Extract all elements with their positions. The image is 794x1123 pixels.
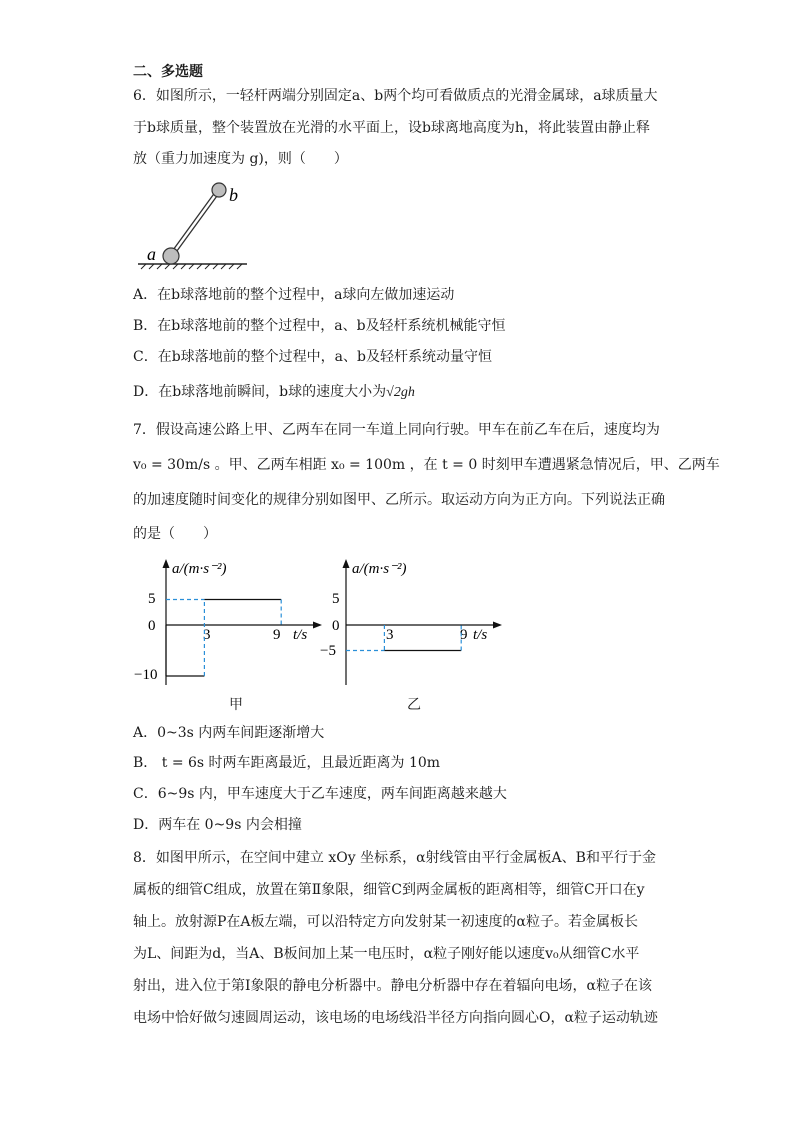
q7-line-1: 7．假设高速公路上甲、乙两车在同一车道上同向行驶。甲车在前乙车在后，速度均为 xyxy=(133,422,660,438)
chart-jia xyxy=(130,555,330,690)
q6-option-d xyxy=(133,382,663,403)
q8-line-1: 8．如图甲所示，在空间中建立 xOy 坐标系，α射线管由平行金属板A、B和平行于金 xyxy=(133,850,656,866)
jia-xtick-3: 3 xyxy=(203,627,211,643)
yi-ytick-0: 0 xyxy=(332,618,340,634)
jia-ytick-5: 5 xyxy=(148,591,156,607)
ball-b xyxy=(212,183,226,197)
jia-ylabel: a/(m·s⁻²) xyxy=(172,561,227,577)
yi-y-arrow xyxy=(343,559,350,568)
q6-option-d-text: D．在b球落地前瞬间，b球的速度大小为 xyxy=(133,384,387,400)
q7-line-2: v₀ = 30m/s 。甲、乙两车相距 x₀ = 100m ，在 t = 0 时刻甲车遭遇紧急情况后，甲、乙两车 xyxy=(133,457,720,473)
q8-line-5: 射出，进入位于第Ⅰ象限的静电分析器中。静电分析器中存在着辐向电场，α粒子在该 xyxy=(133,978,652,994)
q8-line-4: 为L、间距为d，当A、B板间加上某一电压时，α粒子刚好能以速度v₀从细管C水平 xyxy=(133,946,640,962)
yi-ytick-5: 5 xyxy=(332,591,340,607)
jia-xtick-9: 9 xyxy=(273,627,281,643)
q8-line-2: 属板的细管C组成，放置在第Ⅱ象限，细管C到两金属板的距离相等，细管C开口在y xyxy=(133,882,645,898)
q6-rod-figure xyxy=(133,178,253,270)
ball-a xyxy=(163,248,179,264)
jia-ytick-0: 0 xyxy=(148,618,156,634)
q6-option-b: B．在b球落地前的整个过程中，a、b及轻杆系统机械能守恒 xyxy=(133,318,506,334)
q6-option-a: A．在b球落地前的整个过程中，a球向左做加速运动 xyxy=(133,287,455,303)
q7-option-d: D．两车在 0~9s 内会相撞 xyxy=(133,817,302,833)
q6-option-d-formula: √2gh xyxy=(386,385,415,400)
q6-line-2: 于b球质量，整个装置放在光滑的水平面上，设b球离地高度为h，将此装置由静止释 xyxy=(133,120,650,136)
jia-y-arrow xyxy=(163,559,170,568)
yi-xtick-3: 3 xyxy=(386,627,394,643)
q6-line-3: 放（重力加速度为 g)，则（ ） xyxy=(133,151,348,167)
section-title: 二、多选题 xyxy=(133,64,203,80)
yi-ylabel: a/(m·s⁻²) xyxy=(352,561,407,577)
yi-xtick-9: 9 xyxy=(460,627,468,643)
chart-yi-caption: 乙 xyxy=(407,697,421,713)
yi-x-arrow xyxy=(493,622,502,629)
label-b: b xyxy=(229,185,238,205)
label-a: a xyxy=(147,244,156,264)
yi-ytick-neg5: −5 xyxy=(320,643,336,659)
yi-xlabel: t/s xyxy=(473,627,488,643)
q6-line-1: 6．如图所示，一轻杆两端分别固定a、b两个均可看做质点的光滑金属球，a球质量大 xyxy=(133,88,658,104)
q8-line-3: 轴上。放射源P在A板左端，可以沿特定方向发射某一初速度的α粒子。若金属板长 xyxy=(133,914,638,930)
chart-jia-caption: 甲 xyxy=(229,697,243,713)
jia-xlabel: t/s xyxy=(293,627,308,643)
chart-yi xyxy=(320,555,520,690)
q7-line-3: 的加速度随时间变化的规律分别如图甲、乙所示。取运动方向为正方向。下列说法正确 xyxy=(133,492,665,508)
q8-line-6: 电场中恰好做匀速圆周运动，该电场的电场线沿半径方向指向圆心O，α粒子运动轨迹 xyxy=(133,1010,658,1026)
q7-line-4: 的是（ ） xyxy=(133,526,217,542)
q7-option-a: A．0~3s 内两车间距逐渐增大 xyxy=(133,725,325,741)
q7-option-b: B． t = 6s 时两车距离最近，且最近距离为 10m xyxy=(133,755,441,771)
q7-option-c: C．6~9s 内，甲车速度大于乙车速度，两车间距离越来越大 xyxy=(133,786,507,802)
q6-option-c: C．在b球落地前的整个过程中，a、b及轻杆系统动量守恒 xyxy=(133,349,492,365)
jia-ytick-neg10: −10 xyxy=(134,667,158,683)
